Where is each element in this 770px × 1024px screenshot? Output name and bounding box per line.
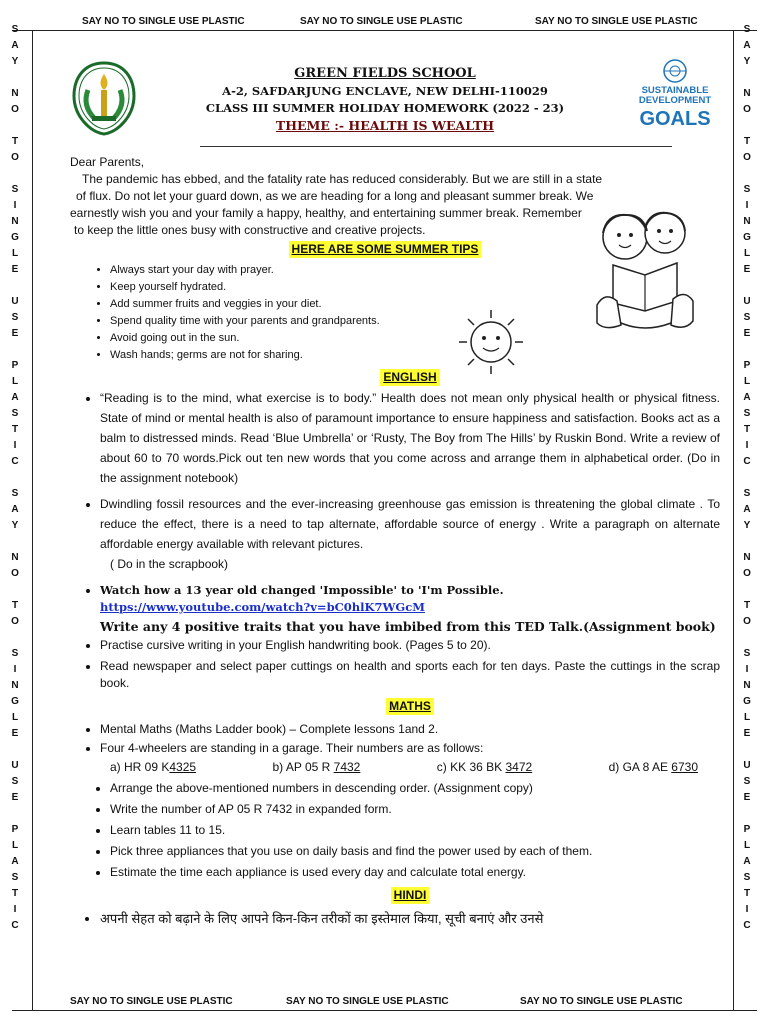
side-letter: S <box>743 408 751 419</box>
frame-bottom-line <box>12 1010 757 1011</box>
tip-item: • Add summer fruits and veggies in your diet. <box>110 296 720 313</box>
plate-b-prefix: b) AP 05 R <box>272 760 334 774</box>
plate-b-number: 7432 <box>333 760 361 774</box>
side-letter: N <box>11 88 19 99</box>
side-letter: O <box>11 104 19 115</box>
side-letter: A <box>11 40 19 51</box>
side-letter: U <box>11 296 19 307</box>
maths-item-energy: • Estimate the time each appliance is used every day and calculate total energy. <box>110 864 720 881</box>
maths-item-garage: • Four 4-wheelers are standing in a garage. Their numbers are as follows: <box>100 740 720 757</box>
letter-line-2: of flux. Do not let your guard down, as we are heading for a long and pleasant summer break. We <box>76 189 594 203</box>
side-letter: S <box>11 488 19 499</box>
side-letter: L <box>11 712 19 723</box>
side-letter: L <box>743 376 751 387</box>
plate-c-prefix: c) KK 36 BK <box>436 760 506 774</box>
side-letter: L <box>11 376 19 387</box>
tips-list <box>90 262 720 364</box>
left-side-banner <box>8 22 22 934</box>
side-letter: S <box>743 184 751 195</box>
side-letter: C <box>743 920 751 931</box>
side-letter: C <box>11 456 19 467</box>
ted-talk-line: Watch how a 13 year old changed 'Impossible' to 'I'm Possible. <box>100 583 504 597</box>
plate-a-number: 4325 <box>169 760 197 774</box>
english-list-3 <box>80 637 720 692</box>
hindi-item-1: • अपनी सेहत को बढ़ाने के लिए आपने किन-किन तरीकों का इस्तेमाल किया, सूची बनाएं और उनसे <box>100 910 720 927</box>
plate-c <box>437 759 532 776</box>
maths-item-descending: • Arrange the above-mentioned numbers in descending order. (Assignment copy) <box>110 780 720 797</box>
side-letter: A <box>11 504 19 515</box>
english-item-reading: • “Reading is to the mind, what exercise is to body.” Health does not mean only physical health or physical fitness. State of mind or mental health is also of paramount importance to ensure happiness and satisfaction. Books act as a balm to distressed minds. Read ‘Blue Umbrella’ or ‘Rusty, The Boy from The Hills’ by Ruskin Bond. Write a review of about 60 to 70 words.Pick out ten new words that you come across and arrange them in alphabetical order. (Do in the assignment notebook) <box>100 388 720 488</box>
side-letter: O <box>11 616 19 627</box>
side-letter: T <box>11 600 19 611</box>
side-letter: I <box>745 200 749 211</box>
ted-talk-link[interactable]: https://www.youtube.com/watch?v=bC0hlK7WGcM <box>100 600 425 614</box>
side-letter: N <box>743 216 751 227</box>
side-letter: U <box>743 296 751 307</box>
frame-left-line <box>32 30 33 1010</box>
side-letter: P <box>11 824 19 835</box>
side-letter: C <box>11 920 19 931</box>
school-address: A-2, SAFDARJUNG ENCLAVE, NEW DELHI-110029 <box>222 84 548 98</box>
frame-top-line <box>12 30 757 31</box>
side-letter: A <box>743 40 751 51</box>
side-letter: A <box>743 392 751 403</box>
side-letter: E <box>743 328 751 339</box>
side-letter: A <box>11 392 19 403</box>
english-item-newspaper: • Read newspaper and select paper cuttings on health and sports each for ten days. Paste the cuttings in the scrap book. <box>100 658 720 692</box>
side-letter: L <box>743 712 751 723</box>
side-letter: O <box>743 152 751 163</box>
side-letter: O <box>11 152 19 163</box>
side-letter: P <box>11 360 19 371</box>
side-letter: L <box>11 840 19 851</box>
plate-d <box>609 759 698 776</box>
side-letter: T <box>743 136 751 147</box>
header-divider <box>200 146 672 147</box>
plate-b <box>272 759 360 776</box>
english-item-ted <box>100 582 720 616</box>
hindi-title: HINDI <box>391 887 430 904</box>
side-letter: G <box>11 696 19 707</box>
hindi-list <box>80 910 720 927</box>
maths-item-tables: • Learn tables 11 to 15. <box>110 822 720 839</box>
plate-a <box>110 759 196 776</box>
side-letter: E <box>11 728 19 739</box>
side-letter: T <box>11 136 19 147</box>
plate-d-prefix: d) GA 8 AE <box>608 760 672 774</box>
bottom-banner-3: SAY NO TO SINGLE USE PLASTIC <box>520 996 683 1007</box>
homework-content <box>70 154 720 931</box>
maths-item-appliances: • Pick three appliances that you use on daily basis and find the power used by each of them. <box>110 843 720 860</box>
side-letter: L <box>743 248 751 259</box>
side-letter: S <box>11 24 19 35</box>
side-letter: A <box>743 504 751 515</box>
side-letter: P <box>743 360 751 371</box>
class-line: CLASS III SUMMER HOLIDAY HOMEWORK (2022 - 23) <box>205 101 565 115</box>
side-letter: L <box>743 840 751 851</box>
english-item-energy <box>100 494 720 574</box>
sdg-line2: DEVELOPMENT <box>638 95 712 106</box>
side-letter: E <box>11 328 19 339</box>
side-letter: T <box>743 600 751 611</box>
school-name: GREEN FIELDS SCHOOL <box>294 66 476 81</box>
tip-item: • Avoid going out in the sun. <box>110 330 720 347</box>
side-letter: I <box>745 664 749 675</box>
side-letter: O <box>743 104 751 115</box>
side-letter: N <box>743 680 751 691</box>
maths-list-2 <box>90 780 720 881</box>
letter-line-1: The pandemic has ebbed, and the fatality rate has reduced considerably. But we are still in a state <box>82 172 603 186</box>
side-letter: U <box>11 760 19 771</box>
salutation: Dear Parents, <box>70 155 145 169</box>
ted-talk-task: Write any 4 positive traits that you have imbibed from this TED Talk.(Assignment book) <box>100 619 716 634</box>
side-letter: S <box>11 184 19 195</box>
side-letter: S <box>11 408 19 419</box>
side-letter: O <box>11 568 19 579</box>
bottom-banner-2: SAY NO TO SINGLE USE PLASTIC <box>286 996 449 1007</box>
side-letter: T <box>11 424 19 435</box>
side-letter: N <box>743 552 751 563</box>
tip-item: • Always start your day with prayer. <box>110 262 720 279</box>
side-letter: T <box>743 888 751 899</box>
side-letter: L <box>11 248 19 259</box>
english-title: ENGLISH <box>380 369 439 386</box>
maths-item-expanded: • Write the number of AP 05 R 7432 in expanded form. <box>110 801 720 818</box>
sdg-line3: GOALS <box>639 108 711 129</box>
side-letter: E <box>743 728 751 739</box>
plate-a-prefix: a) HR 09 K <box>110 760 170 774</box>
plate-d-number: 6730 <box>671 760 698 774</box>
sdg-line1: SUSTAINABLE <box>641 85 709 96</box>
theme-line: THEME :- HEALTH IS WEALTH <box>275 118 495 133</box>
side-letter: S <box>743 488 751 499</box>
tip-item: • Spend quality time with your parents and grandparents. <box>110 313 720 330</box>
school-logo <box>70 60 138 136</box>
side-letter: S <box>11 776 19 787</box>
frame-right-line <box>733 30 734 1010</box>
sdg-logo <box>632 57 718 129</box>
side-letter: I <box>745 440 749 451</box>
school-header <box>145 66 625 133</box>
side-letter: S <box>743 648 751 659</box>
side-letter: I <box>745 904 749 915</box>
side-letter: Y <box>11 520 19 531</box>
english-item-energy-text: Dwindling fossil resources and the ever-increasing greenhouse gas emission is threatening the global climate . To reduce the effect, there is a need to tap alternate, affordable source of energy . Write a paragraph on alternate affordable energy available with relevant pictures. <box>100 497 720 551</box>
top-banner-1: SAY NO TO SINGLE USE PLASTIC <box>82 16 245 27</box>
side-letter: N <box>11 552 19 563</box>
side-letter: S <box>743 872 751 883</box>
side-letter: S <box>743 24 751 35</box>
side-letter: G <box>743 232 751 243</box>
maths-title: MATHS <box>386 698 434 715</box>
side-letter: E <box>11 792 19 803</box>
english-list-2 <box>80 582 720 616</box>
bottom-banner-1: SAY NO TO SINGLE USE PLASTIC <box>70 996 233 1007</box>
side-letter: N <box>11 216 19 227</box>
side-letter: O <box>743 616 751 627</box>
side-letter: S <box>743 776 751 787</box>
side-letter: A <box>11 856 19 867</box>
side-letter: I <box>13 904 17 915</box>
english-item-energy-note: ( Do in the scrapbook) <box>110 557 229 571</box>
side-letter: Y <box>743 520 751 531</box>
side-letter: C <box>743 456 751 467</box>
english-item-cursive: • Practise cursive writing in your English handwriting book. (Pages 5 to 20). <box>100 637 720 654</box>
letter-line-4: to keep the little ones busy with constructive and creative projects. <box>74 223 426 237</box>
side-letter: S <box>11 312 19 323</box>
side-letter: T <box>11 888 19 899</box>
side-letter: O <box>743 568 751 579</box>
side-letter: E <box>743 264 751 275</box>
side-letter: I <box>13 440 17 451</box>
side-letter: G <box>743 696 751 707</box>
tips-title: HERE ARE SOME SUMMER TIPS <box>289 241 482 258</box>
right-side-banner <box>740 22 754 934</box>
side-letter: S <box>743 312 751 323</box>
side-letter: E <box>743 792 751 803</box>
side-letter: T <box>743 424 751 435</box>
plate-c-number: 3472 <box>505 760 533 774</box>
side-letter: G <box>11 232 19 243</box>
letter-line-3: earnestly wish you and your family a happy, healthy, and entertaining summer break. Remember <box>70 206 582 220</box>
side-letter: S <box>11 648 19 659</box>
side-letter: P <box>743 824 751 835</box>
top-banner-2: SAY NO TO SINGLE USE PLASTIC <box>300 16 463 27</box>
tip-item: • Keep yourself hydrated. <box>110 279 720 296</box>
maths-list <box>80 721 720 757</box>
number-plates <box>70 759 720 776</box>
maths-item-ladder: • Mental Maths (Maths Ladder book) – Complete lessons 1and 2. <box>100 721 720 738</box>
side-letter: I <box>13 200 17 211</box>
side-letter: Y <box>11 56 19 67</box>
tip-item: • Wash hands; germs are not for sharing. <box>110 347 720 364</box>
side-letter: N <box>11 680 19 691</box>
side-letter: S <box>11 872 19 883</box>
side-letter: E <box>11 264 19 275</box>
side-letter: N <box>743 88 751 99</box>
english-list <box>80 388 720 574</box>
side-letter: A <box>743 856 751 867</box>
side-letter: I <box>13 664 17 675</box>
side-letter: U <box>743 760 751 771</box>
side-letter: Y <box>743 56 751 67</box>
top-banner-3: SAY NO TO SINGLE USE PLASTIC <box>535 16 698 27</box>
